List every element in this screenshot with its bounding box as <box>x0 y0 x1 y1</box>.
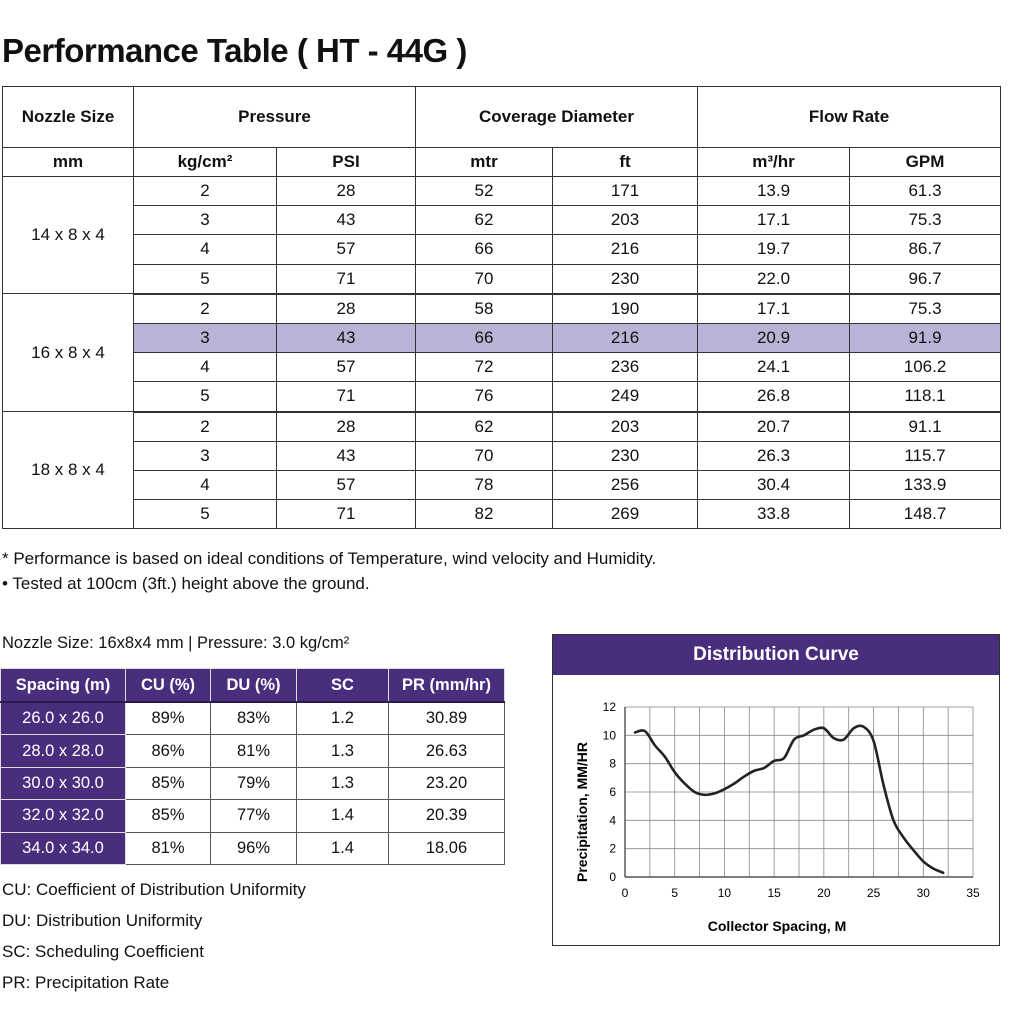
unit-m3hr: m³/hr <box>698 148 850 177</box>
legend-line: SC: Scheduling Coefficient <box>2 942 204 961</box>
table-cell: 20.7 <box>698 412 850 442</box>
table-row <box>1 767 505 799</box>
unit-psi: PSI <box>277 148 416 177</box>
table-cell: 72 <box>416 353 553 382</box>
page-title: Performance Table ( HT - 44G ) <box>2 32 467 69</box>
table-cell: 86% <box>126 735 211 767</box>
table-cell: 118.1 <box>850 382 1001 412</box>
unit-kgcm2: kg/cm² <box>134 148 277 177</box>
chart-grid <box>625 707 973 877</box>
spacing-cell: 34.0 x 34.0 <box>1 832 126 864</box>
table-cell: 58 <box>416 294 553 324</box>
table-cell: 66 <box>416 323 553 352</box>
spacing-subheading: Nozzle Size: 16x8x4 mm | Pressure: 3.0 kg/cm² <box>2 634 350 652</box>
x-tick-label: 25 <box>866 886 881 900</box>
table-cell: 171 <box>553 177 698 206</box>
distribution-curve-panel <box>552 634 1000 946</box>
y-tick-label: 0 <box>609 870 616 884</box>
header-nozzle-size: Nozzle Size <box>3 87 134 148</box>
table-cell: 3 <box>134 323 277 352</box>
table-cell: 26.3 <box>698 441 850 470</box>
table-cell: 75.3 <box>850 206 1001 235</box>
table-cell: 236 <box>553 353 698 382</box>
table-cell: 91.1 <box>850 412 1001 442</box>
table-cell: 61.3 <box>850 177 1001 206</box>
table-cell: 76 <box>416 382 553 412</box>
table-cell: 86.7 <box>850 235 1001 264</box>
table-cell: 203 <box>553 412 698 442</box>
table-cell: 85% <box>126 767 211 799</box>
table-cell: 269 <box>553 500 698 529</box>
table-cell: 3 <box>134 441 277 470</box>
chart-title: Distribution Curve <box>553 635 999 675</box>
x-tick-label: 0 <box>621 886 629 900</box>
nozzle-size-cell: 16 x 8 x 4 <box>3 294 134 412</box>
header-flow-rate: Flow Rate <box>698 87 1001 148</box>
x-tick-label: 30 <box>916 886 930 900</box>
table-row <box>3 353 1001 382</box>
table-cell: 70 <box>416 264 553 294</box>
note-line: • Tested at 100cm (3ft.) height above the ground. <box>2 574 370 593</box>
x-tick-label: 15 <box>767 886 781 900</box>
table-cell: 24.1 <box>698 353 850 382</box>
table-cell: 1.3 <box>297 767 389 799</box>
table-cell: 57 <box>277 353 416 382</box>
table-cell: 1.3 <box>297 735 389 767</box>
table-cell: 17.1 <box>698 294 850 324</box>
table-cell: 23.20 <box>389 767 505 799</box>
table-cell: 203 <box>553 206 698 235</box>
table-cell: 256 <box>553 470 698 499</box>
table-cell: 43 <box>277 323 416 352</box>
table-cell: 77% <box>211 800 297 832</box>
header-sc: SC <box>297 669 389 703</box>
table-cell: 106.2 <box>850 353 1001 382</box>
x-axis-label: Collector Spacing, M <box>707 918 847 934</box>
table-row <box>3 382 1001 412</box>
table-cell: 70 <box>416 441 553 470</box>
table-cell: 79% <box>211 767 297 799</box>
table-cell: 3 <box>134 206 277 235</box>
table-cell: 28 <box>277 412 416 442</box>
table-cell: 1.2 <box>297 702 389 735</box>
table-cell: 71 <box>277 382 416 412</box>
header-spacing: Spacing (m) <box>1 669 126 703</box>
table-cell: 96% <box>211 832 297 864</box>
table-cell: 2 <box>134 177 277 206</box>
table-cell: 91.9 <box>850 323 1001 352</box>
table-cell: 4 <box>134 353 277 382</box>
table-cell: 5 <box>134 500 277 529</box>
table-cell: 57 <box>277 470 416 499</box>
legend-line: PR: Precipitation Rate <box>2 973 170 992</box>
table-row <box>3 412 1001 442</box>
table-cell: 26.8 <box>698 382 850 412</box>
header-cu: CU (%) <box>126 669 211 703</box>
spacing-cell: 26.0 x 26.0 <box>1 702 126 735</box>
x-tick-label: 5 <box>671 886 679 900</box>
notes <box>2 546 656 596</box>
table-row <box>3 470 1001 499</box>
y-tick-label: 8 <box>609 756 616 771</box>
distribution-curve-chart <box>553 675 998 945</box>
table-cell: 216 <box>553 235 698 264</box>
table-row <box>3 294 1001 324</box>
table-cell: 4 <box>134 235 277 264</box>
y-tick-label: 2 <box>609 841 616 856</box>
table-row <box>3 264 1001 294</box>
y-tick-label: 10 <box>602 728 616 743</box>
y-tick-label: 12 <box>602 700 616 714</box>
table-cell: 216 <box>553 323 698 352</box>
table-row <box>1 735 505 767</box>
spacing-cell: 32.0 x 32.0 <box>1 800 126 832</box>
table-cell: 17.1 <box>698 206 850 235</box>
unit-ft: ft <box>553 148 698 177</box>
x-tick-label: 20 <box>817 886 831 900</box>
table-cell: 66 <box>416 235 553 264</box>
table-row <box>1 832 505 864</box>
table-cell: 52 <box>416 177 553 206</box>
table-cell: 96.7 <box>850 264 1001 294</box>
unit-mm: mm <box>3 148 134 177</box>
table-cell: 22.0 <box>698 264 850 294</box>
x-tick-label: 35 <box>966 886 980 900</box>
table-cell: 62 <box>416 206 553 235</box>
header-pr: PR (mm/hr) <box>389 669 505 703</box>
table-cell: 71 <box>277 500 416 529</box>
table-row <box>3 206 1001 235</box>
table-row <box>1 702 505 735</box>
table-cell: 230 <box>553 264 698 294</box>
table-cell: 85% <box>126 800 211 832</box>
table-cell: 2 <box>134 294 277 324</box>
table-cell: 19.7 <box>698 235 850 264</box>
table-cell: 78 <box>416 470 553 499</box>
series-line <box>635 726 943 873</box>
table-cell: 62 <box>416 412 553 442</box>
table-cell: 43 <box>277 206 416 235</box>
table-cell: 20.9 <box>698 323 850 352</box>
table-cell: 1.4 <box>297 800 389 832</box>
table-cell: 4 <box>134 470 277 499</box>
table-cell: 5 <box>134 264 277 294</box>
table-cell: 148.7 <box>850 500 1001 529</box>
table-row <box>1 800 505 832</box>
y-tick-label: 6 <box>609 785 616 799</box>
spacing-table <box>0 668 505 865</box>
header-du: DU (%) <box>211 669 297 703</box>
table-cell: 5 <box>134 382 277 412</box>
table-cell: 43 <box>277 441 416 470</box>
table-cell: 71 <box>277 264 416 294</box>
table-cell: 20.39 <box>389 800 505 832</box>
table-row <box>3 235 1001 264</box>
table-cell: 89% <box>126 702 211 735</box>
legend-line: DU: Distribution Uniformity <box>2 911 203 930</box>
spacing-cell: 28.0 x 28.0 <box>1 735 126 767</box>
note-line: * Performance is based on ideal conditions of Temperature, wind velocity and Humidity. <box>2 549 657 568</box>
table-cell: 133.9 <box>850 470 1001 499</box>
table-cell: 249 <box>553 382 698 412</box>
nozzle-size-cell: 14 x 8 x 4 <box>3 177 134 294</box>
table-cell: 81% <box>211 735 297 767</box>
table-cell: 75.3 <box>850 294 1001 324</box>
table-cell: 18.06 <box>389 832 505 864</box>
table-cell: 28 <box>277 177 416 206</box>
y-tick-label: 4 <box>609 813 616 828</box>
table-cell: 83% <box>211 702 297 735</box>
table-cell: 82 <box>416 500 553 529</box>
table-cell: 230 <box>553 441 698 470</box>
legend-line: CU: Coefficient of Distribution Uniformity <box>2 880 306 899</box>
y-axis-label: Precipitation, MM/HR <box>574 741 590 883</box>
table-cell: 57 <box>277 235 416 264</box>
unit-mtr: mtr <box>416 148 553 177</box>
table-row <box>3 500 1001 529</box>
performance-table <box>2 86 1001 529</box>
x-tick-label: 10 <box>717 886 732 900</box>
table-cell: 190 <box>553 294 698 324</box>
table-cell: 2 <box>134 412 277 442</box>
highlighted-table-row <box>3 323 1001 352</box>
table-cell: 115.7 <box>850 441 1001 470</box>
table-row <box>3 177 1001 206</box>
unit-gpm: GPM <box>850 148 1001 177</box>
table-cell: 81% <box>126 832 211 864</box>
table-cell: 30.89 <box>389 702 505 735</box>
nozzle-size-cell: 18 x 8 x 4 <box>3 412 134 529</box>
table-cell: 13.9 <box>698 177 850 206</box>
table-cell: 26.63 <box>389 735 505 767</box>
abbreviation-legend <box>2 874 306 998</box>
header-pressure: Pressure <box>134 87 416 148</box>
table-row <box>3 441 1001 470</box>
table-cell: 33.8 <box>698 500 850 529</box>
table-cell: 30.4 <box>698 470 850 499</box>
spacing-cell: 30.0 x 30.0 <box>1 767 126 799</box>
header-coverage-diameter: Coverage Diameter <box>416 87 698 148</box>
table-cell: 28 <box>277 294 416 324</box>
table-cell: 1.4 <box>297 832 389 864</box>
